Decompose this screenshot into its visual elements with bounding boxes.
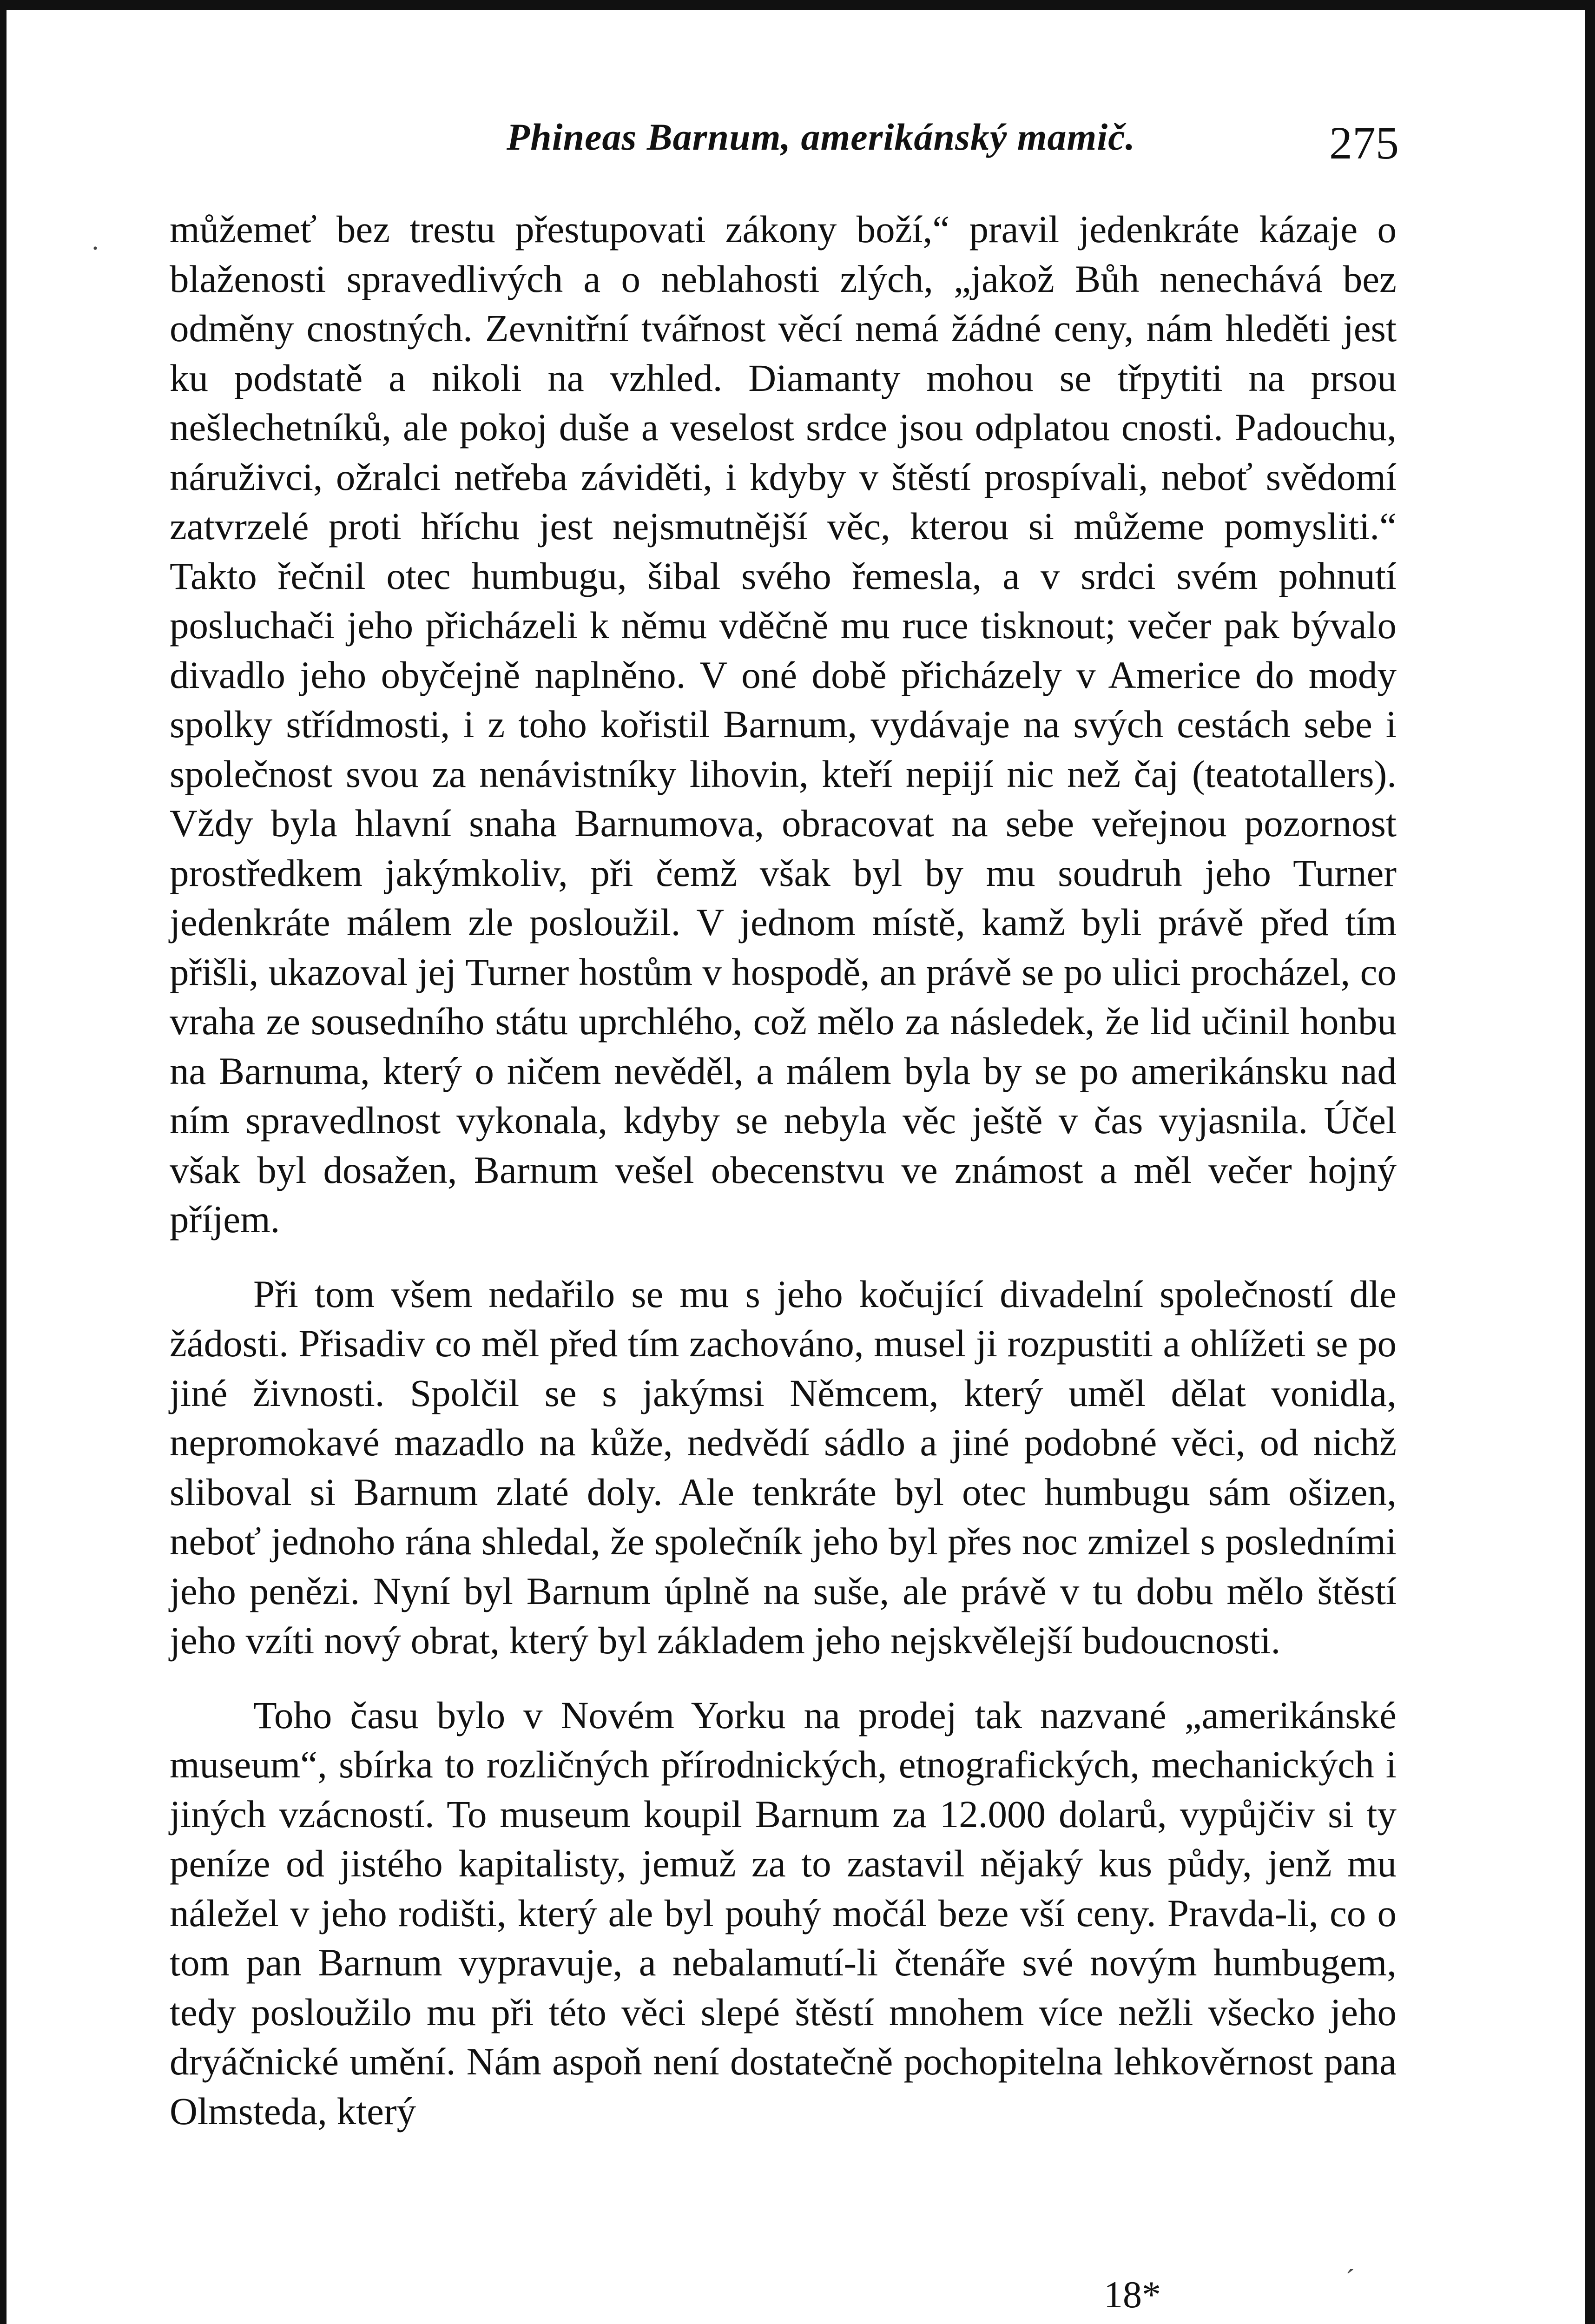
margin-speck: · bbox=[91, 233, 100, 264]
running-head-title: Phineas Barnum, amerikánský mamič. bbox=[507, 116, 1136, 158]
body-text bbox=[170, 205, 1397, 2136]
margin-speck: ˊ bbox=[1345, 2264, 1355, 2295]
paragraph: Při tom všem nedařilo se mu s jeho kočující divadelní společností dle žádosti. Přisadiv co měl před tím zachováno, musel ji rozpustiti a ohlížeti se po jiné živnosti. Spolčil se s jakýmsi Němcem, který uměl dělat vonidla, nepromokavé mazadlo na kůže, nedvědí sádlo a jiné podobné věci, od nichž sliboval si Barnum zlaté doly. Ale tenkráte byl otec humbugu sám ošizen, neboť jednoho rána shledal, že společník jeho byl přes noc zmizel s posledními jeho penězi. Nyní byl Barnum úplně na suše, ale právě v tu dobu mělo štěstí jeho vzíti nový obrat, který byl základem jeho nejskvělejší budoucnosti. bbox=[170, 1272, 1397, 1662]
page-number: 275 bbox=[1329, 117, 1399, 169]
paragraph: můžemeť bez trestu přestupovati zákony boží,“ pravil jedenkráte kázaje o blaženosti spravedlivých a o neblahosti zlých, „jakož Bůh nenechává bez odměny cnostných. Zevnitřní tvářnost věcí nemá žádné ceny, nám hleděti jest ku podstatě a nikoli na vzhled. Diamanty mohou se třpytiti na prsou nešlechetníků, ale pokoj duše a veselost srdce jsou odplatou cnosti. Padouchu, náruživci, ožralci netřeba záviděti, i kdyby v štěstí prospívali, neboť svědomí zatvrzelé proti hříchu jest nejsmutnější věc, kterou si můžeme pomysliti.“ Takto řečnil otec humbugu, šibal svého řemesla, a v srdci svém pohnutí posluchači jeho přicházeli k němu vděčně mu ruce tisknout; večer pak bývalo divadlo jeho obyčejně naplněno. V oné době přicházely v Americe do mody spolky střídmosti, i z toho kořistil Barnum, vydávaje na svých cestách sebe i společnost svou za nenávistníky lihovin, kteří nepijí nic než čaj (teatotallers). Vždy byla hlavní snaha Barnumova, obracovat na sebe veřejnou pozornost prostředkem jakýmkoliv, při čemž však byl by mu soudruh jeho Turner jedenkráte málem zle posloužil. V jednom místě, kamž byli právě před tím přišli, ukazoval jej Turner hostům v hospodě, an právě se po ulici procházel, co vraha ze sousedního státu uprchlého, což mělo za následek, že lid učinil honbu na Barnuma, který o ničem nevěděl, a málem byla by se po amerikánsku nad ním spravedlnost vykonala, kdyby se nebyla věc ještě v čas vyjasnila. Účel však byl dosažen, Barnum vešel obecenstvu ve známost a měl večer hojný příjem. bbox=[170, 208, 1397, 1241]
signature-mark: 18* bbox=[1104, 2273, 1161, 2316]
paragraph: Toho času bylo v Novém Yorku na prodej tak nazvané „amerikánské museum“, sbírka to rozličných přírodnických, etnografických, mechanických i jiných vzácností. To museum koupil Barnum za 12.000 dolarů, vypůjčiv si ty peníze od jistého kapitalisty, jemuž za to zastavil nějaký kus půdy, jenž mu náležel v jeho rodišti, který ale byl pouhý močál beze vší ceny. Pravda-li, co o tom pan Barnum vypravuje, a nebalamutí-li čtenáře své novým humbugem, tedy posloužilo mu při této věci slepé štěstí mnohem více nežli všecko jeho dryáčnické umění. Nám aspoň není dostatečně pochopitelna lehkověrnost pana Olmsteda, který bbox=[170, 1693, 1397, 2133]
